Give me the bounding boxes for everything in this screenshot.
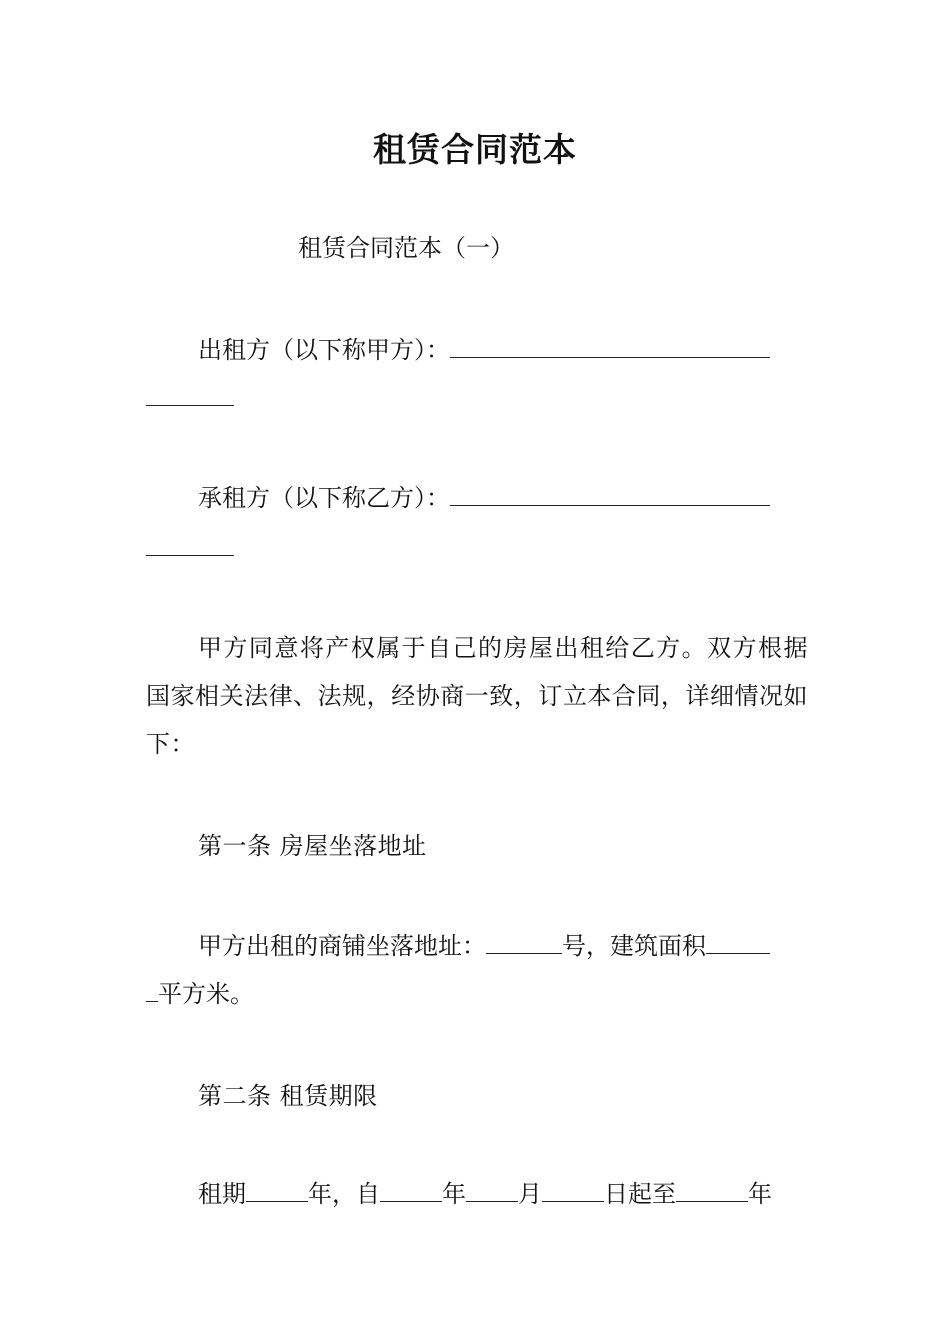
lessee-line [146, 474, 808, 522]
lessor-blank-cont [146, 379, 234, 406]
lessor-line [146, 326, 808, 374]
article1-heading: 第一条 房屋坐落地址 [198, 832, 427, 860]
article2-line [146, 1170, 808, 1218]
document-subtitle: 租赁合同范本（一） [298, 234, 514, 262]
article1-line [146, 922, 808, 970]
start-year-blank [380, 1175, 442, 1202]
article1-text-a: 甲方出租的商铺坐落地址： [198, 932, 486, 960]
article2-heading: 第二条 租赁期限 [198, 1082, 378, 1110]
article1-line-cont [146, 970, 808, 1018]
lessee-label: 承租方（以下称乙方）： [198, 484, 450, 512]
article1-text-b: 号，建筑面积 [562, 932, 706, 960]
intro-paragraph: 甲方同意将产权属于自己的房屋出租给乙方。双方根据国家相关法律、法规，经协商一致，订立本合同，详细情况如下： [146, 634, 808, 758]
lessee-blank [450, 479, 770, 506]
article2-text-e: 日起至 [604, 1180, 676, 1208]
end-year-blank [676, 1175, 748, 1202]
article2-text-b: 年，自 [308, 1180, 380, 1208]
start-day-blank [542, 1175, 604, 1202]
area-blank-cont [146, 975, 158, 1002]
article2-text-c: 年 [442, 1180, 466, 1208]
address-number-blank [486, 927, 562, 954]
term-years-blank [246, 1175, 308, 1202]
lessee-line-cont [146, 524, 808, 572]
lessor-line-cont [146, 374, 808, 422]
document-title: 租赁合同范本 [373, 130, 577, 169]
lessor-label: 出租方（以下称甲方）： [198, 336, 450, 364]
lessee-blank-cont [146, 529, 234, 556]
article2-text-a: 租期 [198, 1180, 246, 1208]
article2-text-f: 年 [748, 1180, 772, 1208]
lessor-blank [450, 331, 770, 358]
start-month-blank [466, 1175, 518, 1202]
article2-text-d: 月 [518, 1180, 542, 1208]
area-blank [706, 927, 770, 954]
article1-text-c: 平方米。 [158, 980, 254, 1008]
